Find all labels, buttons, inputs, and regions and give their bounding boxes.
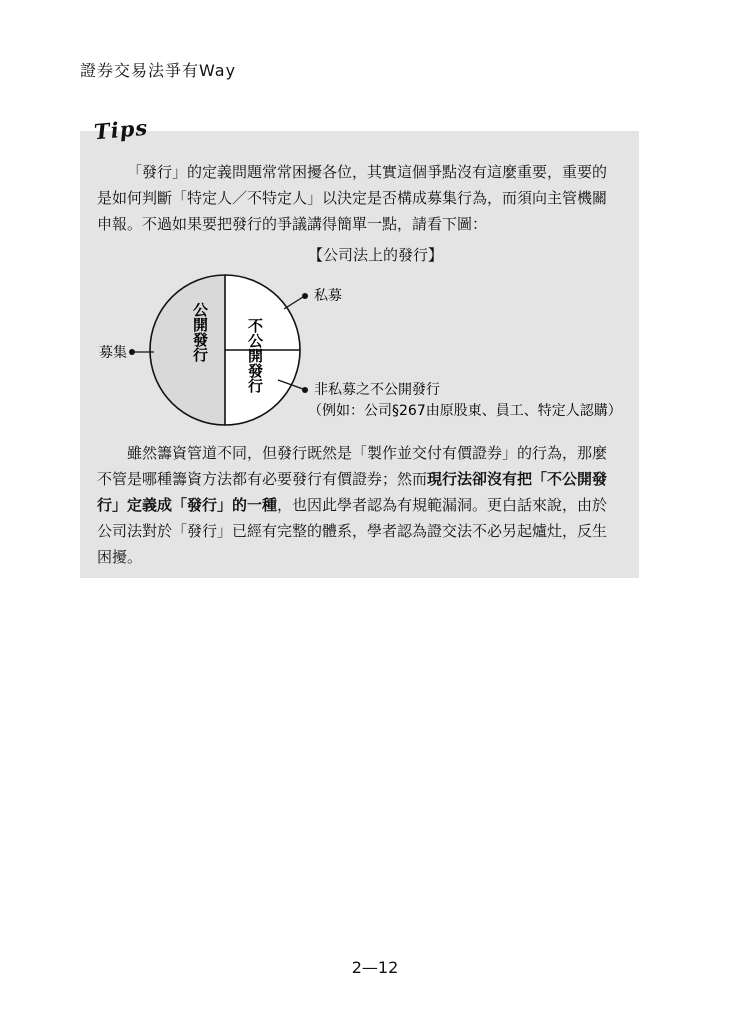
paragraph-2-line: 困擾。 bbox=[97, 548, 143, 566]
paragraph-1-line: 是如何判斷「特定人／不特定人」以決定是否構成募集行為，而須向主管機關 bbox=[97, 189, 608, 207]
callout-dot-private-placement bbox=[302, 293, 308, 299]
public-issuance-label: 公開發行 bbox=[191, 302, 209, 362]
paragraph-2-emphasis: 行」定義成「發行」的一種 bbox=[97, 496, 278, 514]
paragraph-1-line: 「發行」的定義問題常常困擾各位，其實這個爭點沒有這麼重要，重要的 bbox=[127, 163, 608, 181]
callout-line-private-placement bbox=[284, 297, 303, 309]
callout-non-private: 非私募之不公開發行 bbox=[314, 382, 440, 398]
paragraph-2 bbox=[97, 440, 627, 570]
paragraph-1-line: 申報。不過如果要把發行的爭議講得簡單一點，請看下圖： bbox=[97, 215, 488, 233]
tips-label: Tips bbox=[93, 114, 150, 145]
callout-dot-non-private bbox=[302, 387, 308, 393]
public-issuance-segment bbox=[150, 275, 225, 425]
callout-dot-recruitment bbox=[129, 349, 135, 355]
paragraph-2-line: 雖然籌資管道不同，但發行既然是「製作並交付有價證券」的行為，那麼 bbox=[127, 444, 608, 462]
running-title: 證券交易法爭有Way bbox=[80, 61, 237, 80]
callout-example: （例如：公司§267由原股東、員工、特定人認購） bbox=[308, 403, 622, 419]
callout-private-placement: 私募 bbox=[314, 288, 342, 304]
page-number: 2—12 bbox=[351, 958, 399, 977]
paragraph-2-text: ，也因此學者認為有規範漏洞。更白話來說，由於 bbox=[277, 496, 608, 514]
paragraph-2-line bbox=[97, 466, 627, 492]
paragraph-2-line bbox=[97, 492, 627, 518]
callout-recruitment: 募集 bbox=[99, 345, 127, 361]
non-public-issuance-label: 不公開發行 bbox=[246, 318, 264, 393]
paragraph-2-emphasis: 現行法卻沒有把「不公開發 bbox=[427, 470, 608, 488]
paragraph-2-line: 公司法對於「發行」已經有完整的體系，學者認為證交法不必另起爐灶，反生 bbox=[97, 522, 608, 540]
paragraph-2-text: 不管是哪種籌資方法都有必要發行有價證券；然而 bbox=[97, 470, 428, 488]
diagram-title: 【公司法上的發行】 bbox=[308, 246, 444, 264]
